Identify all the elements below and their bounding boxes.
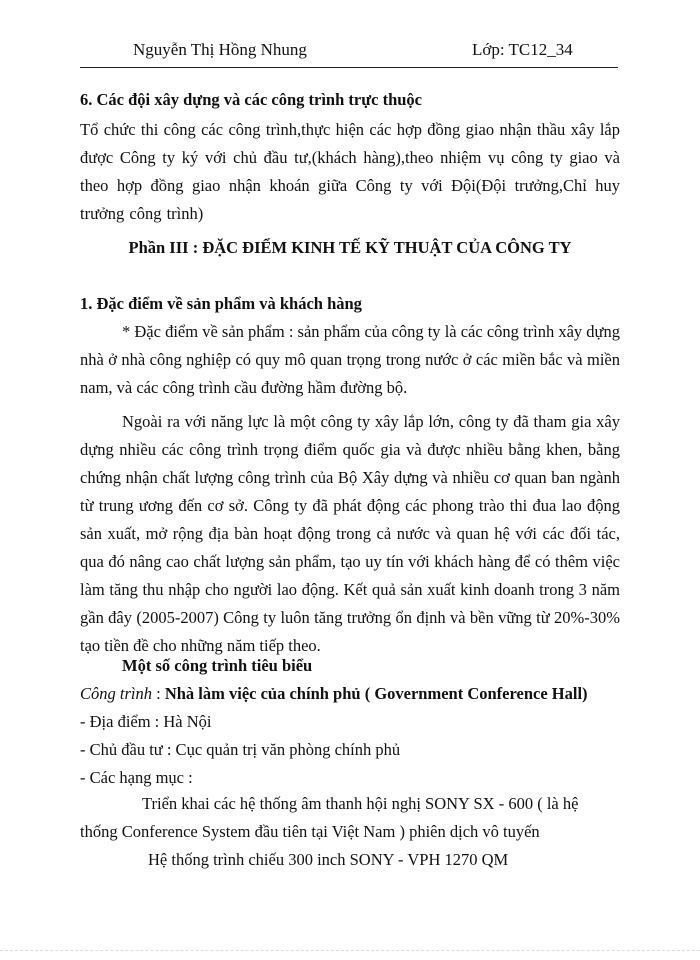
section-6-heading: 6. Các đội xây dựng và các công trình trực thuộc (80, 90, 422, 109)
project-item-audio: Triển khai các hệ thống âm thanh hội nghị SONY SX - 600 ( là hệ thống Conference System đầu tiên tại Việt Nam ) phiên dịch vô tuyến (80, 794, 579, 841)
project-items-label: - Các hạng mục : (80, 768, 193, 787)
project-work-line (80, 680, 620, 708)
project-item-projection: Hệ thống trình chiếu 300 inch SONY - VPH 1270 QM (148, 850, 509, 869)
project-investor: - Chủ đầu tư : Cục quản trị văn phòng chính phủ (80, 740, 401, 759)
section-6-body: Tổ chức thi công các công trình,thực hiện các hợp đồng giao nhận thầu xây lắp được Công ty ký với chủ đầu tư,(khách hàng),theo nhiệm vụ công ty giao và theo hợp đồng giao nhận khoán giữa Công ty với Đội(Đội trưởng,Chỉ huy trưởng công trình) (80, 120, 620, 223)
project-work-label: Công trình (80, 684, 152, 703)
product-paragraph: * Đặc điểm về sản phẩm : sản phẩm của công ty là các công trình xây dựng nhà ở nhà công nghiệp có quy mô quan trọng trong nước ở các miền bắc và miền nam, và các công trình cầu đường hầm đường bộ. (80, 322, 620, 397)
page-bottom-edge (0, 950, 700, 951)
project-work-separator: : (151, 684, 165, 703)
header-class-label: Lớp: TC12_34 (472, 40, 573, 59)
header-divider (80, 67, 618, 68)
section-1-heading: 1. Đặc điểm về sản phẩm và khách hàng (80, 294, 362, 313)
header-author: Nguyễn Thị Hồng Nhung (133, 40, 307, 59)
project-location: - Địa điểm : Hà Nội (80, 712, 212, 731)
projects-heading: Một số công trình tiêu biểu (122, 656, 313, 675)
project-work-name: Nhà làm việc của chính phủ ( Government Conference Hall) (164, 684, 588, 703)
part-3-title: Phần III : ĐẶC ĐIỂM KINH TẾ KỸ THUẬT CỦA CÔNG TY (128, 238, 572, 257)
company-paragraph: Ngoài ra với năng lực là một công ty xây lắp lớn, công ty đã tham gia xây dựng nhiều các công trình trọng điểm quốc gia và được nhiều bằng khen, bằng chứng nhận chất lượng công trình của Bộ Xây dựng và nhiều cơ quan ban ngành từ trung ương đến cơ sở. Công ty đã phát động các phong trào thi đua lao động sản xuất, mở rộng địa bàn hoạt động trong cả nước và quan hệ với các đối tác, qua đó nâng cao chất lượng sản phẩm, tạo uy tín với khách hàng để có thêm việc làm tăng thu nhập cho người lao động. Kết quả sản xuất kinh doanh trong 3 năm gần đây (2005-2007) Công ty luôn tăng trưởng ổn định và bền vững từ 20%-30% tạo tiền đề cho những năm tiếp theo. (80, 412, 620, 655)
